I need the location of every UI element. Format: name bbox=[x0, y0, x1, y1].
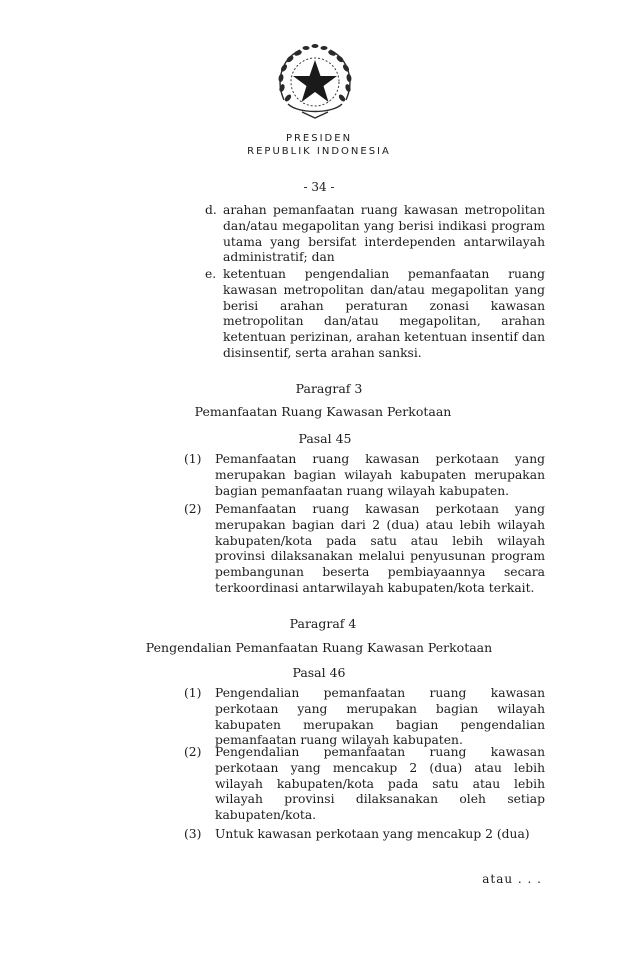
garuda-emblem-icon bbox=[272, 42, 358, 122]
list-item bbox=[184, 745, 545, 825]
list-item-marker: e. bbox=[205, 267, 217, 281]
paragraf-label: Paragraf 4 bbox=[289, 616, 357, 631]
list-item-text: Pemanfaatan ruang kawasan perkotaan yang merupakan bagian wilayah kabupaten merupakan bagian pemanfaatan ruang wilayah kabupaten. bbox=[215, 452, 545, 498]
list-item-marker: (1) bbox=[184, 686, 202, 700]
header-title-line1: PRESIDEN bbox=[285, 133, 353, 144]
paragraf-title: Pemanfaatan Ruang Kawasan Perkotaan bbox=[194, 404, 452, 419]
list-item-text: ketentuan pengendalian pemanfaatan ruang kawasan metropolitan dan/atau megapolitan yang berisi arahan peraturan zonasi kawasan metropolitan dan/atau megapolitan, arahan ketentuan perizinan, arahan ketentuan insentif dan disinsentif, serta arahan sanksi. bbox=[223, 267, 545, 360]
list-item-text: Pengendalian pemanfaatan ruang kawasan perkotaan yang mencakup 2 (dua) atau lebih wilayah kabupaten/kota pada satu atau lebih wilayah provinsi dilaksanakan oleh setiap kabupaten/kota. bbox=[215, 745, 545, 823]
list-item-marker: (1) bbox=[184, 452, 202, 466]
list-item bbox=[205, 203, 545, 268]
list-item bbox=[184, 452, 545, 500]
list-item bbox=[184, 686, 545, 750]
pasal-heading: Pasal 46 bbox=[292, 665, 346, 680]
list-item-marker: (3) bbox=[184, 827, 202, 841]
list-item bbox=[184, 827, 545, 845]
list-item-text: arahan pemanfaatan ruang kawasan metropolitan dan/atau megapolitan yang berisi indikasi program utama yang bersifat interdependen antarwilayah administratif; dan bbox=[223, 203, 545, 265]
list-item-marker: (2) bbox=[184, 745, 202, 759]
paragraf-title: Pengendalian Pemanfaatan Ruang Kawasan Perkotaan bbox=[145, 640, 493, 655]
list-item-text: Pengendalian pemanfaatan ruang kawasan perkotaan yang merupakan bagian wilayah kabupaten merupakan bagian pengendalian pemanfaatan ruang wilayah kabupaten. bbox=[215, 686, 545, 748]
header-title-line2: REPUBLIK INDONESIA bbox=[247, 146, 391, 157]
list-item-text: Pemanfaatan ruang kawasan perkotaan yang merupakan bagian dari 2 (dua) atau lebih wilayah kabupaten/kota pada satu atau lebih wilayah provinsi dilaksanakan melalui penyusunan program pembangunan beserta pembiayaannya secara terkoordinasi antarwilayah kabupaten/kota terkait. bbox=[215, 502, 545, 595]
pasal-heading: Pasal 45 bbox=[298, 431, 352, 446]
continuation-text: atau . . . bbox=[482, 872, 542, 886]
list-item bbox=[205, 267, 545, 364]
paragraf-label: Paragraf 3 bbox=[295, 381, 363, 396]
list-item-text: Untuk kawasan perkotaan yang mencakup 2 (dua) bbox=[215, 827, 530, 841]
list-item-marker: d. bbox=[205, 203, 217, 217]
list-item-marker: (2) bbox=[184, 502, 202, 516]
page-number: - 34 - bbox=[303, 180, 335, 194]
list-item bbox=[184, 502, 545, 598]
